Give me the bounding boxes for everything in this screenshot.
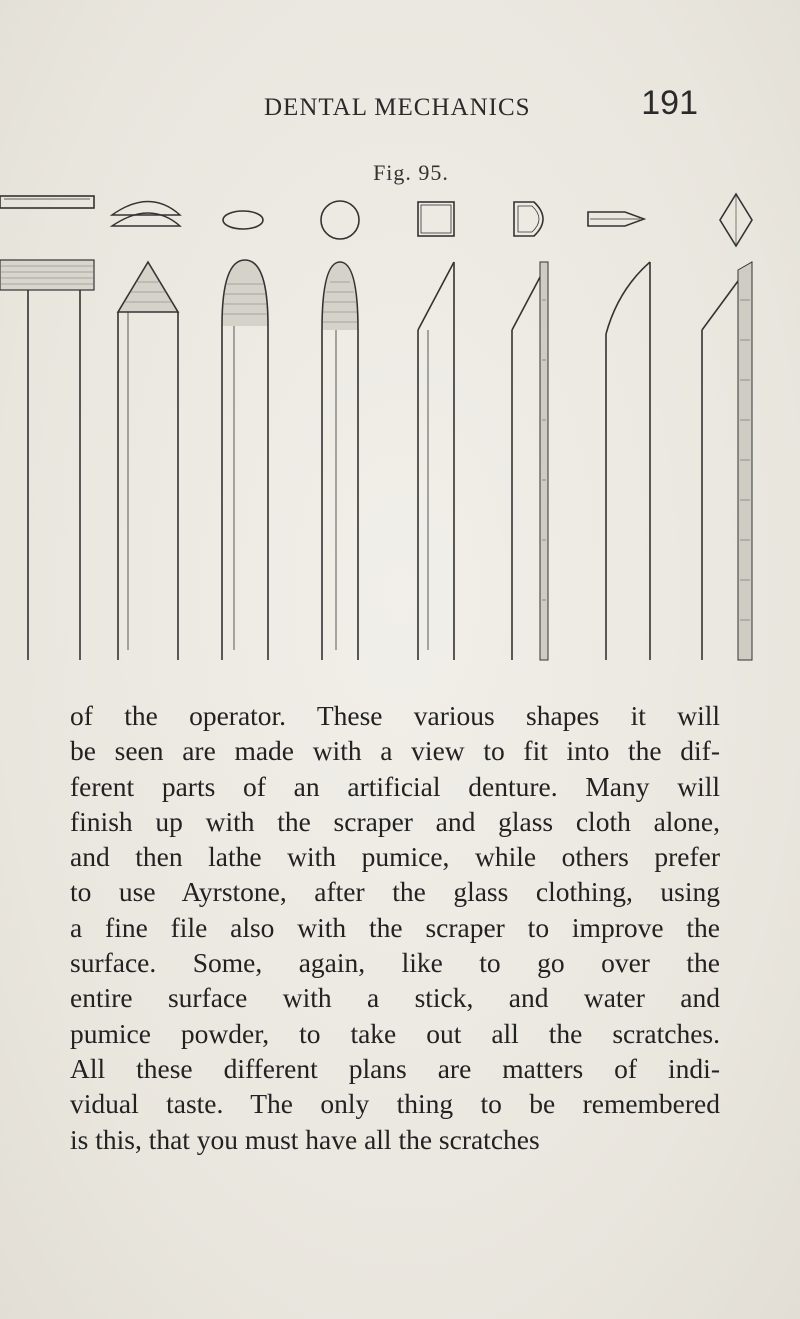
flat-scraper-drawing — [0, 196, 94, 660]
text-line: and then lathe with pumice, while others prefer — [70, 841, 720, 873]
text-line: vidual taste. The only thing to be remembered — [70, 1088, 720, 1120]
text-line: pumice powder, to take out all the scratches. — [70, 1017, 720, 1049]
text-line: to use Ayrstone, after the glass clothing, using — [70, 876, 720, 908]
triangular-scraper-drawing — [112, 202, 180, 661]
text-line: finish up with the scraper and glass cloth alone, — [70, 805, 720, 837]
text-line: All these different plans are matters of indi- — [70, 1052, 720, 1084]
text-line: surface. Some, again, like to go over the — [70, 947, 720, 979]
half-round-scraper-drawing — [512, 202, 548, 660]
figure-caption — [0, 160, 800, 186]
figure-caption-text: Fig. 95. — [373, 160, 449, 185]
text-line: a fine file also with the scraper to improve the — [70, 911, 720, 943]
page-number: 191 — [641, 84, 698, 122]
text-line: entire surface with a stick, and water and — [70, 982, 720, 1014]
knife-scraper-drawing — [588, 212, 650, 660]
diamond-scraper-drawing — [702, 194, 752, 660]
text-line: of the operator. These various shapes it will — [70, 700, 720, 731]
square-scraper-drawing — [418, 202, 454, 660]
text-line: is this, that you must have all the scratches — [70, 1123, 540, 1155]
scraper-illustration — [0, 190, 800, 670]
text-line: ferent parts of an artificial denture. Many will — [70, 770, 720, 802]
body-paragraph — [70, 698, 720, 1157]
running-title: DENTAL MECHANICS — [264, 94, 531, 121]
running-head — [240, 84, 700, 128]
text-line: be seen are made with a view to fit into the dif- — [70, 735, 720, 767]
oval-scraper-drawing — [222, 211, 268, 660]
round-scraper-drawing — [321, 201, 359, 660]
